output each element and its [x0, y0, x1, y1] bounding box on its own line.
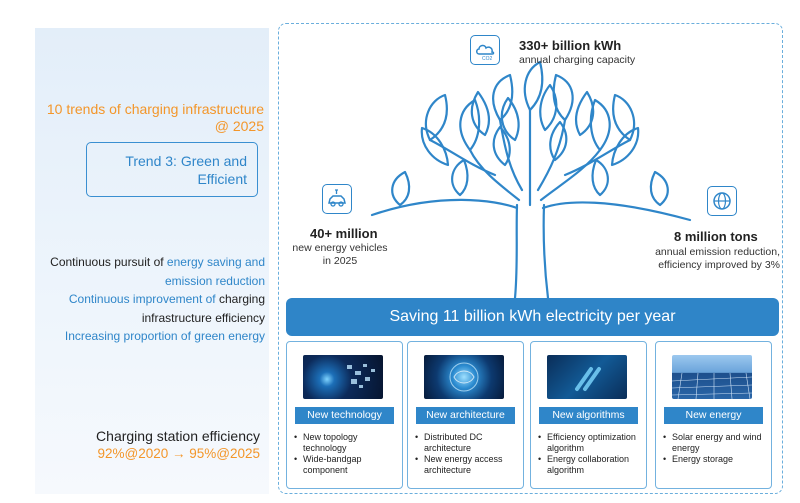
algorithms-list	[531, 432, 647, 476]
architecture-image	[424, 355, 504, 399]
pursuit-3: Increasing proportion of green energy	[64, 329, 265, 343]
co2-cloud-icon	[470, 35, 500, 65]
card-new-technology	[286, 341, 403, 489]
architecture-list	[408, 432, 524, 476]
tag-new-architecture: New architecture	[416, 407, 515, 424]
pursuit-2-text: charging infrastructure efficiency	[141, 292, 265, 325]
efficiency-value: 92%@2020 → 95%@2025	[97, 446, 260, 461]
pursuit-1-accent: energy saving and emission reduction	[164, 255, 265, 288]
tag-new-energy: New energy	[664, 407, 763, 424]
card-new-architecture	[407, 341, 524, 489]
list-item: • Wide-bandgap component	[303, 454, 403, 476]
tag-new-algorithms: New algorithms	[539, 407, 638, 424]
list-item: • Solar energy and wind energy	[672, 432, 772, 454]
energy-list	[656, 432, 772, 465]
list-item: • New energy access architecture	[424, 454, 524, 476]
capacity-value: 330+ billion kWh	[519, 38, 622, 53]
card-new-energy	[655, 341, 772, 489]
svg-text:CO2: CO2	[482, 56, 493, 61]
efficiency-title: Charging station efficiency	[96, 428, 260, 444]
list-item: • Energy storage	[672, 454, 772, 465]
emission-label-2: efficiency improved by 3%	[658, 259, 780, 271]
pursuit-2-accent: Continuous improvement of	[68, 292, 219, 306]
globe-icon	[707, 186, 737, 216]
emission-label-1: annual emission reduction,	[655, 246, 780, 258]
list-item: • New topology technology	[303, 432, 403, 454]
technology-image	[303, 355, 383, 399]
capacity-label: annual charging capacity	[519, 54, 636, 66]
energy-image	[672, 355, 752, 399]
vehicles-label-1: new energy vehicles	[292, 242, 388, 254]
algorithms-image	[547, 355, 627, 399]
card-new-algorithms	[530, 341, 647, 489]
trends-heading: 10 trends of charging infrastructure @ 2025	[46, 101, 264, 134]
trend-title: Trend 3: Green and Efficient	[125, 153, 247, 187]
emission-value: 8 million tons	[674, 229, 758, 244]
vehicles-value: 40+ million	[310, 226, 378, 241]
savings-banner	[286, 298, 779, 336]
tag-new-technology: New technology	[295, 407, 394, 424]
ev-car-icon	[322, 184, 352, 214]
technology-list	[287, 432, 403, 476]
vehicles-label-2: in 2025	[322, 255, 358, 267]
list-item: • Distributed DC architecture	[424, 432, 524, 454]
list-item: • Energy collaboration algorithm	[547, 454, 647, 476]
list-item: • Efficiency optimization algorithm	[547, 432, 647, 454]
pursuit-1-text: Continuous pursuit of	[50, 255, 167, 269]
banner-text: Saving 11 billion kWh electricity per year	[389, 308, 676, 325]
